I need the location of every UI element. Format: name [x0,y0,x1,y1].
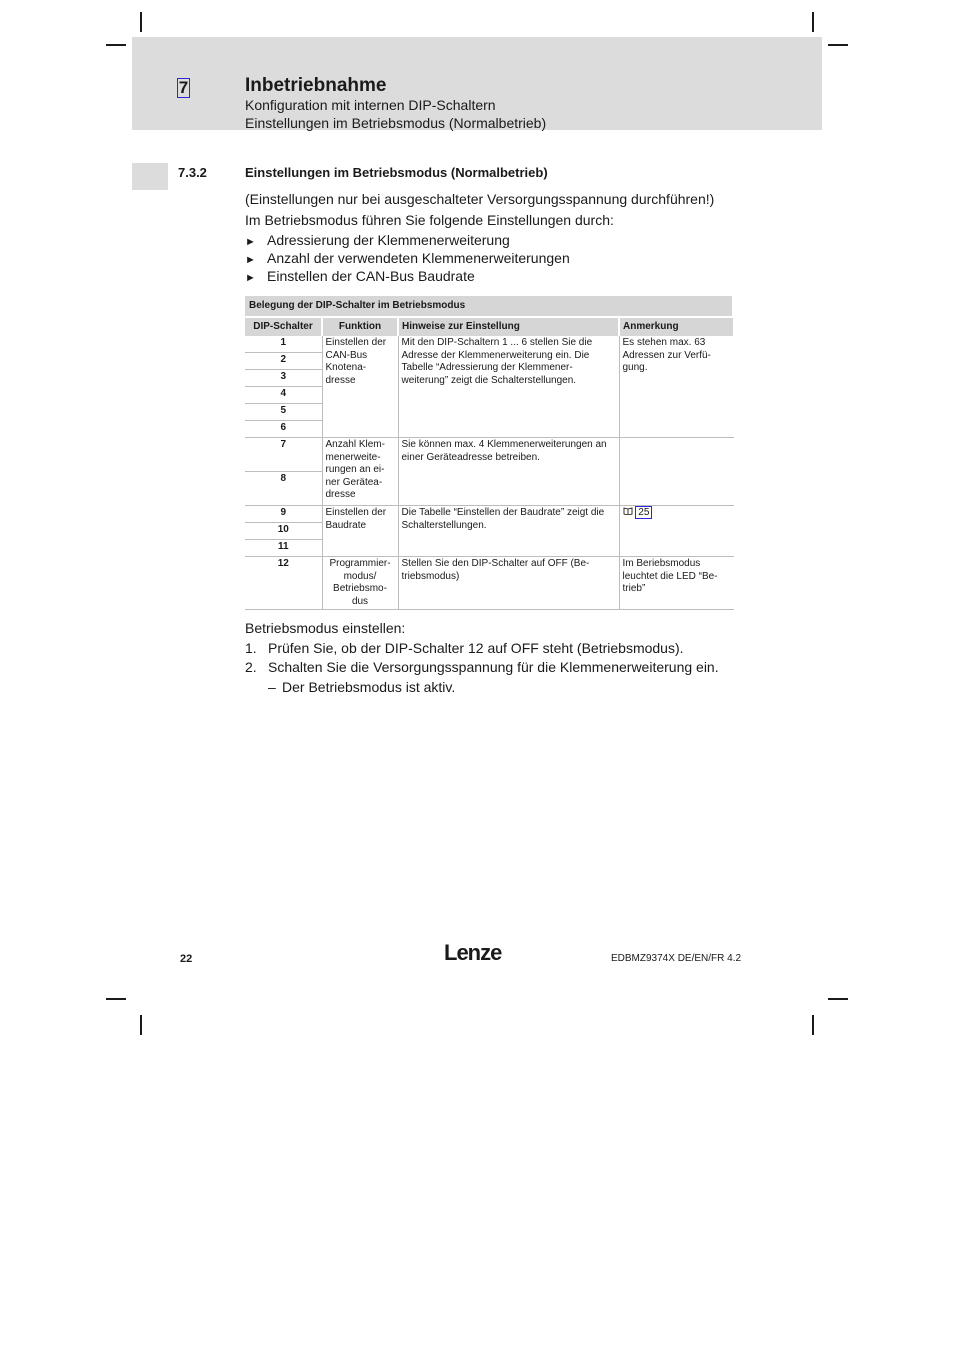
function-cell: Anzahl Klem- menerweite- rungen an ei- ner Geräteа- dresse [322,438,398,506]
intro-lead: Im Betriebsmodus führen Sie folgende Einstellungen durch: [245,212,614,228]
column-header: Funktion [322,318,398,336]
bullet-item [245,232,510,248]
section-marker [132,163,168,190]
switch-number: 3 [245,370,322,387]
lenze-logo: Lenze [444,940,502,965]
crop-mark [812,1015,814,1035]
crop-mark [106,44,126,46]
crop-mark [140,12,142,32]
switch-number: 12 [245,557,322,610]
crop-mark [828,44,848,46]
procedure-step [245,659,719,675]
bullet-text: Anzahl der verwendeten Klemmenerweiterungen [267,250,570,266]
crop-mark [812,12,814,32]
table-header-row [245,318,734,336]
table-row [245,506,734,523]
table-row [245,336,734,353]
switch-number: 6 [245,421,322,438]
remark-cell: Im Beriebsmodus leuchtet die LED “Be- trieb” [619,557,734,610]
procedure-result [268,679,455,695]
switch-number: 10 [245,523,322,540]
book-icon [623,507,636,518]
switch-number: 4 [245,387,322,404]
crop-mark [828,998,848,1000]
crop-mark [140,1015,142,1035]
hint-cell: Die Tabelle “Einstellen der Baudrate” zeigt die Schalterstellungen. [398,506,619,557]
switch-number: 5 [245,404,322,421]
bullet-arrow-icon: ► [245,272,256,284]
bullet-item [245,250,570,266]
step-number: 1. [245,640,257,656]
chapter-subtitle-1: Konfiguration mit internen DIP-Schaltern [245,97,496,113]
step-number: 2. [245,659,257,675]
chapter-number-link[interactable]: 7 [178,78,189,97]
intro-note: (Einstellungen nur bei ausgeschalteter Versorgungsspannung durchführen!) [245,191,715,207]
hint-cell: Sie können max. 4 Klemmenerweiterungen an einer Geräteadresse betreiben. [398,438,619,506]
bullet-item [245,268,475,284]
step-text: Schalten Sie die Versorgungsspannung für die Klemmenerweiterung ein. [268,659,719,675]
switch-number: 1 [245,336,322,353]
switch-number: 9 [245,506,322,523]
bullet-text: Einstellen der CAN-Bus Baudrate [267,268,475,284]
table-row [245,438,734,472]
table-caption: Belegung der DIP-Schalter im Betriebsmodus [245,296,732,316]
function-cell: Einstellen der CAN-Bus Knotena- dresse [322,336,398,438]
remark-cell [619,506,734,557]
remark-cell: Es stehen max. 63 Adressen zur Verfü- gung. [619,336,734,438]
function-cell: Einstellen der Baudrate [322,506,398,557]
table-row [245,557,734,610]
section-title: Einstellungen im Betriebsmodus (Normalbetrieb) [245,165,548,180]
column-header: Hinweise zur Einstellung [398,318,619,336]
hint-cell: Stellen Sie den DIP-Schalter auf OFF (Be- triebsmodus) [398,557,619,610]
procedure-title: Betriebsmodus einstellen: [245,620,406,636]
switch-number: 2 [245,353,322,370]
bullet-arrow-icon: ► [245,236,256,248]
column-header: Anmerkung [619,318,734,336]
switch-number: 7 [245,438,322,472]
result-dash: – [268,679,276,695]
page-number: 22 [180,953,193,965]
hint-cell: Mit den DIP-Schaltern 1 ... 6 stellen Sie die Adresse der Klemmenerweiterung ein. Die Tabelle “Adressierung der Klemmener- weiterung” zeigt die Schalterstellungen. [398,336,619,438]
section-number: 7.3.2 [178,165,207,180]
remark-cell [619,438,734,506]
bullet-arrow-icon: ► [245,254,256,266]
switch-number: 11 [245,540,322,557]
chapter-subtitle-2: Einstellungen im Betriebsmodus (Normalbetrieb) [245,115,547,131]
step-text: Prüfen Sie, ob der DIP-Schalter 12 auf OFF steht (Betriebsmodus). [268,640,684,656]
crop-mark [106,998,126,1000]
procedure-step [245,640,684,656]
function-cell: Programmier- modus/ Betriebsmo- dus [322,557,398,610]
dip-switch-table [245,318,735,610]
chapter-title: Inbetriebnahme [245,75,387,96]
page-reference-link[interactable]: 25 [635,506,652,519]
column-header: DIP-Schalter [245,318,322,336]
document-id: EDBMZ9374X DE/EN/FR 4.2 [611,953,742,964]
switch-number: 8 [245,472,322,506]
bullet-text: Adressierung der Klemmenerweiterung [267,232,510,248]
result-text: Der Betriebsmodus ist aktiv. [282,679,456,695]
